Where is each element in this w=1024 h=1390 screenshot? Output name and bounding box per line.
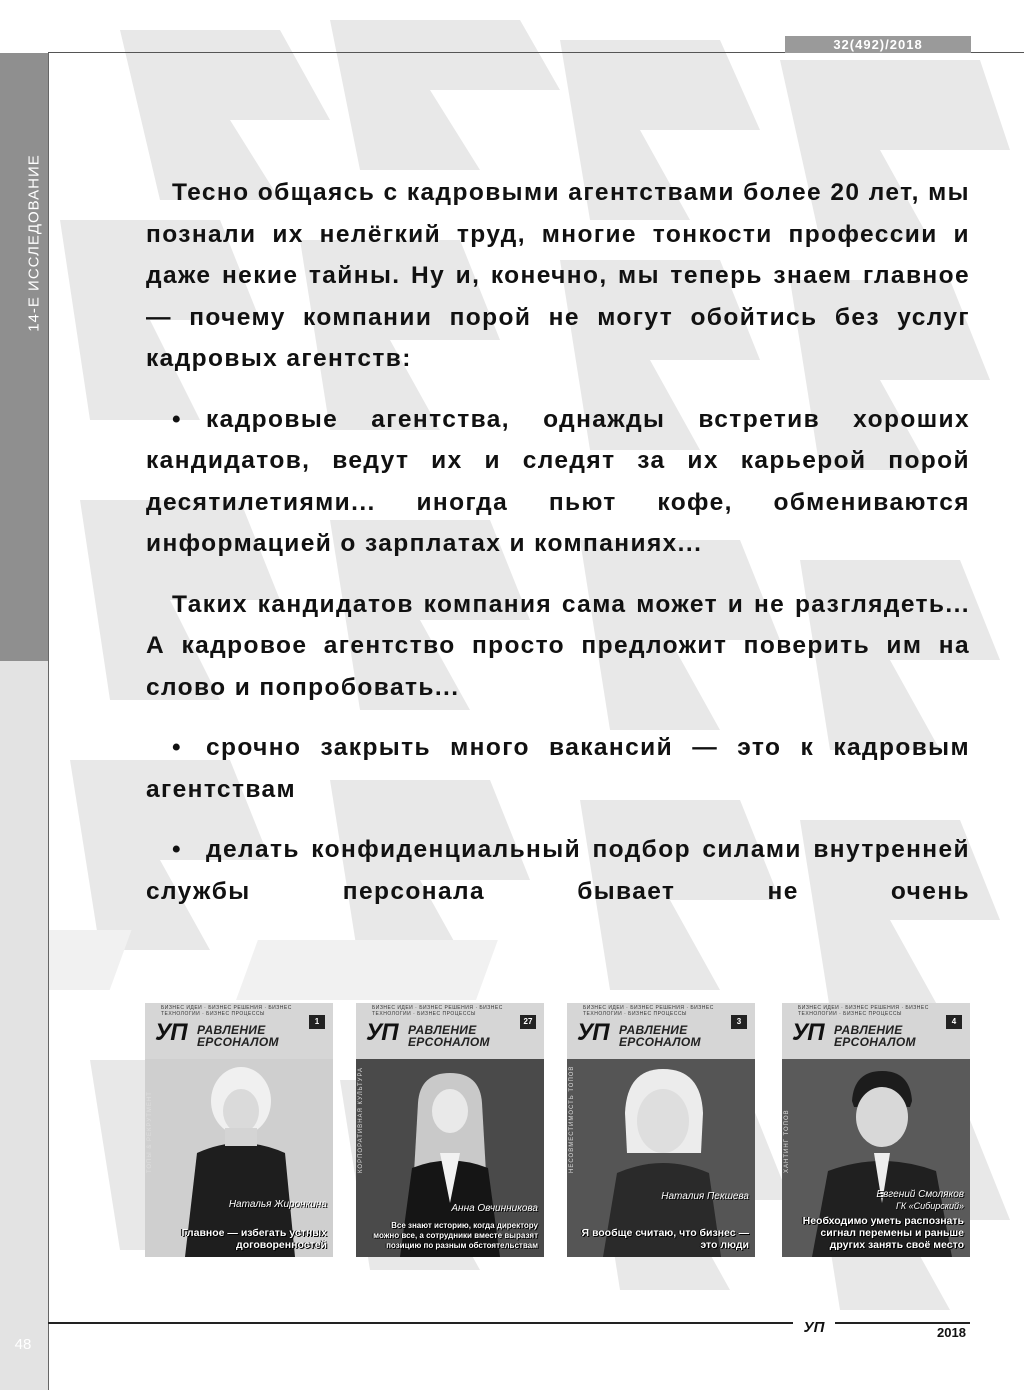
bullet-text-3: делать конфиденциальный подбор силами внутренней службы персонала бывает не очень <box>146 836 970 905</box>
cover-logo: УП <box>155 1019 187 1046</box>
magazine-cover-4 <box>782 1003 970 1257</box>
bullet-item-1 <box>146 399 970 565</box>
magazine-cover-1 <box>145 1003 333 1257</box>
sidebar-band <box>0 53 48 661</box>
cover-person-company: ГК «Сибирский» <box>895 1201 964 1211</box>
sidebar-divider <box>48 53 49 1390</box>
issue-badge: 32(492)/2018 <box>785 36 971 53</box>
cover-title-line2: ЕРСОНАЛОМ <box>834 1035 916 1049</box>
cover-quote: Все знают историю, когда директору можно все, а сотрудники вместе выразят позицию по разным обстоятельствам <box>373 1221 538 1250</box>
page-number: 48 <box>14 1336 32 1353</box>
cover-title-line1: РАВЛЕНИЕ <box>197 1023 266 1037</box>
sidebar <box>0 53 48 1390</box>
cover-title-line1: РАВЛЕНИЕ <box>834 1023 903 1037</box>
bullet-text-1: кадровые агентства, однажды встретив хороших кандидатов, ведут их и следят за их карьерой порой десятилетиями... иногда пьют кофе, обмениваются информацией о зарплатах и компаниях... <box>146 405 970 557</box>
cover-title-line2: ЕРСОНАЛОМ <box>408 1035 490 1049</box>
cover-quote: Главное — избегать устных договоренностей <box>181 1227 327 1251</box>
bullet-text-2: срочно закрыть много вакансий — это к кадровым агентствам <box>146 734 970 803</box>
bullet-icon: • <box>172 405 182 433</box>
cover-title-line1: РАВЛЕНИЕ <box>619 1023 688 1037</box>
cover-menu: БИЗНЕС ИДЕИ · БИЗНЕС РЕШЕНИЯ · БИЗНЕС ТЕХНОЛОГИИ · БИЗНЕС ПРОЦЕССЫ <box>161 1005 292 1017</box>
cover-side-text: НЕСОВМЕСТИМОСТЬ ТОПОВ <box>569 1065 575 1173</box>
footer-logo: УП <box>793 1320 835 1336</box>
article-body <box>146 172 970 931</box>
magazine-cover-3 <box>567 1003 755 1257</box>
cover-person-name: Наталия Пекшева <box>661 1191 749 1202</box>
cover-logo: УП <box>366 1019 398 1046</box>
bullet-item-3 <box>146 829 970 912</box>
cover-quote: Необходимо уметь распознать сигнал перемены и раньше других занять своё место <box>802 1215 964 1251</box>
cover-side-text: ХАНТИНГ ТОПОВ <box>784 1109 790 1173</box>
cover-person-name: Евгений Смоляков <box>876 1189 964 1200</box>
cover-title-line2: ЕРСОНАЛОМ <box>197 1035 279 1049</box>
magazine-covers <box>145 1003 971 1257</box>
cover-side-text: ТОПЫ & РЕКРУТМЕНТ <box>147 1091 153 1173</box>
paragraph-candidates: Таких кандидатов компания сама может и не разглядеть... А кадровое агентство просто предложит поверить им на слово и попробовать... <box>146 590 970 701</box>
cover-logo: УП <box>577 1019 609 1046</box>
cover-issue-number: 27 <box>520 1015 536 1029</box>
paragraph-intro: Тесно общаясь с кадровыми агентствами более 20 лет, мы познали их нелёгкий труд, многие тонкости профессии и даже некие тайны. Ну и, конечно, мы теперь знаем главное — почему компании порой не могут обойтись без услуг кадровых агентств: <box>146 179 970 372</box>
section-label: 14-Е ИССЛЕДОВАНИЕ <box>25 154 43 332</box>
bullet-icon: • <box>172 836 182 863</box>
cover-side-text: КОРПОРАТИВНАЯ КУЛЬТУРА <box>358 1066 364 1173</box>
cover-quote: Я вообще считаю, что бизнес — это люди <box>581 1227 749 1251</box>
cover-logo: УП <box>792 1019 824 1046</box>
bullet-item-2 <box>146 727 970 810</box>
cover-issue-number: 4 <box>946 1015 962 1029</box>
cover-person-name: Наталья Жиронкина <box>228 1199 327 1210</box>
bullet-icon: • <box>172 734 182 761</box>
cover-title-line2: ЕРСОНАЛОМ <box>619 1035 701 1049</box>
cover-title-line1: РАВЛЕНИЕ <box>408 1023 477 1037</box>
cover-menu: БИЗНЕС ИДЕИ · БИЗНЕС РЕШЕНИЯ · БИЗНЕС ТЕХНОЛОГИИ · БИЗНЕС ПРОЦЕССЫ <box>583 1005 714 1017</box>
cover-menu: БИЗНЕС ИДЕИ · БИЗНЕС РЕШЕНИЯ · БИЗНЕС ТЕХНОЛОГИИ · БИЗНЕС ПРОЦЕССЫ <box>798 1005 929 1017</box>
footer-year: 2018 <box>937 1325 966 1340</box>
magazine-cover-2 <box>356 1003 544 1257</box>
cover-issue-number: 1 <box>309 1015 325 1029</box>
cover-issue-number: 3 <box>731 1015 747 1029</box>
cover-menu: БИЗНЕС ИДЕИ · БИЗНЕС РЕШЕНИЯ · БИЗНЕС ТЕХНОЛОГИИ · БИЗНЕС ПРОЦЕССЫ <box>372 1005 503 1017</box>
cover-person-name: Анна Овчинникова <box>451 1203 538 1214</box>
